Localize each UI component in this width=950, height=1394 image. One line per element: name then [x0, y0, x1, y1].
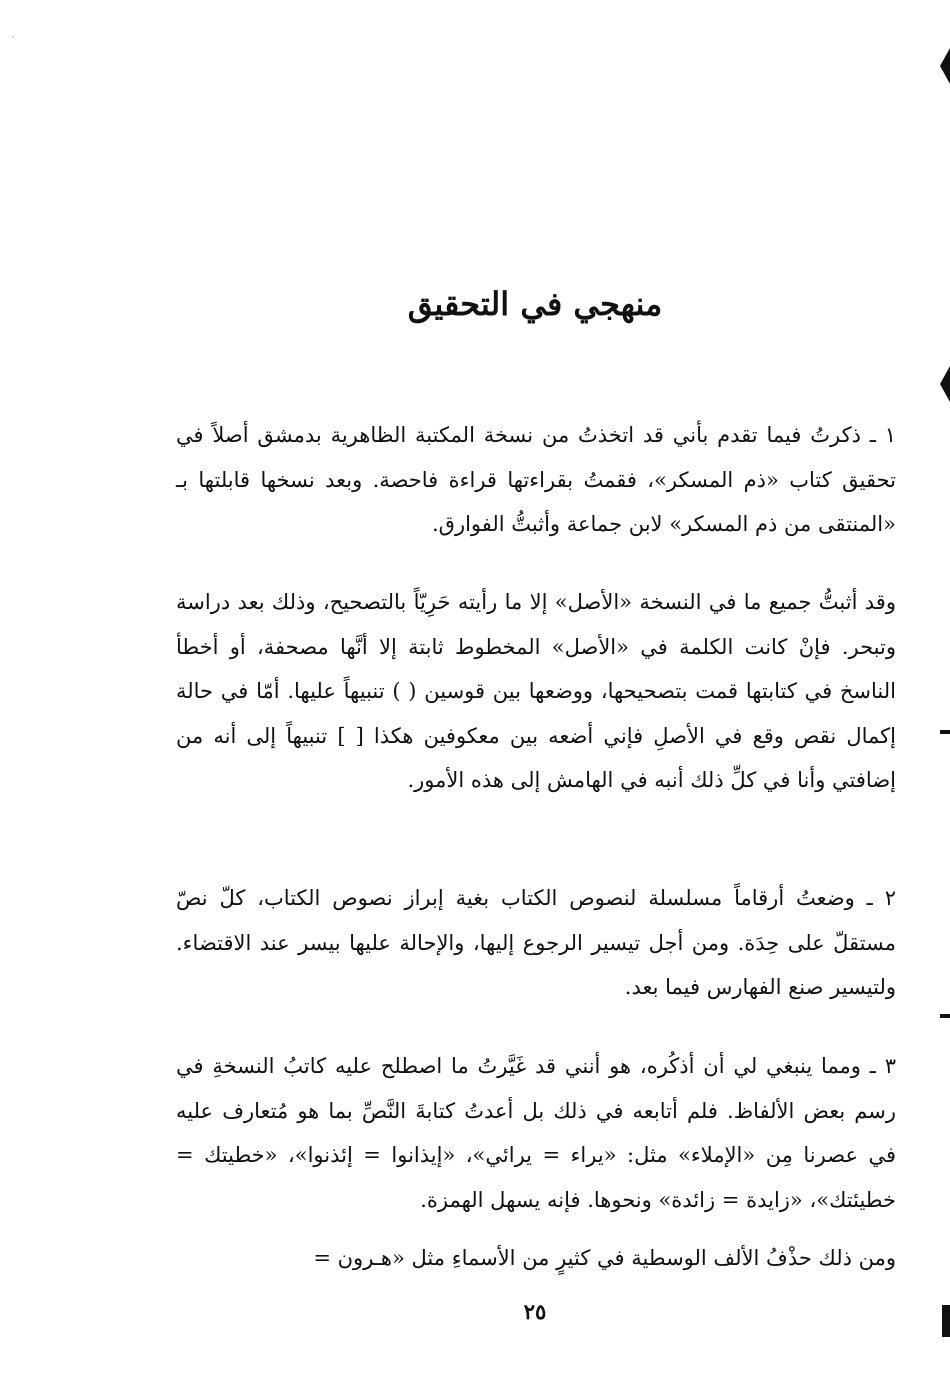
paragraph-5: ومن ذلك حذْفُ الألف الوسطية في كثيرٍ من الأسماءِ مثل «هـرون = — [313, 1246, 896, 1270]
scan-speck — [12, 36, 14, 38]
scan-edge-mark — [940, 48, 950, 84]
paragraph-4: ٣ ـ ومما ينبغي لي أن أذكُره، هو أنني قد غَيَّرتُ ما اصطلح عليه كاتبُ النسخةِ في رسم بعض الألفاظ. فلم أتابعه في ذلك بل أعدتُ كتابةَ النَّصِّ بما هو مُتعارف عليه في عصرنا مِن «الإملاء» مثل: «يراء = يرائي»، «إيذانوا = إئذنوا»، «خطيتك = خطيئتك»، «زايدة = زائدة» ونحوها. فإنه يسهل الهمزة. — [176, 1054, 896, 1212]
paragraph-2: وقد أثبتُّ جميع ما في النسخة «الأصل» إلا ما رأيته حَرِيّاً بالتصحيح، وذلك بعد دراسة وتبحر. فإنْ كانت الكلمة في «الأصل» المخطوط ثابتة إلا أنَّها مصحفة، أو أخطأ الناسخ في كتابتها قمت بتصحيحها، ووضعها بين قوسين ( ) تنبيهاً عليها. أمّا في حالة إكمال نقص وقع في الأصلِ فإني أضعه بين معكوفين هكذا [ ] تنبيهاً إلى أنه من إضافتي وأنا في كلِّ ذلك أنبه في الهامش إلى هذه الأمور. — [176, 590, 896, 792]
page-number: ٢٥ — [523, 1299, 547, 1324]
paragraph-3: ٢ ـ وضعتُ أرقاماً مسلسلة لنصوص الكتاب بغية إبراز نصوص الكتاب، كلّ نصّ مستقلّ على حِدَة. ومن أجل تيسير الرجوع إليها، والإحالة عليها بيسر عند الاقتضاء. ولتيسير صنع الفهارس فيما بعد. — [176, 886, 896, 999]
scan-edge-mark — [940, 730, 950, 734]
chapter-title: منهجي في التحقيق — [407, 285, 663, 323]
scan-edge-mark — [940, 366, 950, 402]
paragraph-1: ١ ـ ذكرتُ فيما تقدم بأني قد اتخذتُ من نسخة المكتبة الظاهرية بدمشق أصلاً في تحقيق كتاب «ذم المسكر»، فقمتُ بقراءتها قراءة فاحصة. وبعد نسخها قابلتها بـ «المنتقى من ذم المسكر» لابن جماعة وأثبتُّ الفوارق. — [176, 423, 896, 536]
scan-edge-mark — [942, 1305, 950, 1337]
scan-edge-mark — [940, 1014, 950, 1018]
